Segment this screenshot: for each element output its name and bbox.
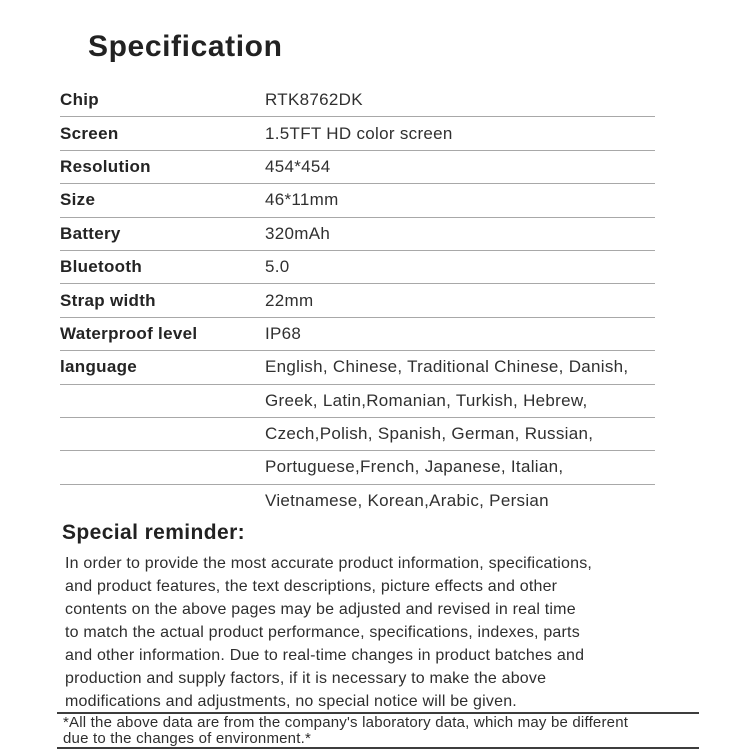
spec-label: Screen [60, 123, 119, 143]
table-row [60, 385, 655, 418]
reminder-heading: Special reminder: [62, 521, 246, 544]
paragraph-line: production and supply factors, if it is necessary to make the above [65, 670, 547, 687]
table-row [60, 117, 655, 150]
table-row [60, 284, 655, 317]
spec-label: Battery [60, 223, 121, 243]
spec-value: Greek, Latin,Romanian, Turkish, Hebrew, [265, 390, 588, 410]
paragraph-line: In order to provide the most accurate product information, specifications, [65, 555, 593, 572]
spec-value: 5.0 [265, 257, 290, 277]
spec-value: Vietnamese, Korean,Arabic, Persian [265, 490, 549, 510]
spec-value: Portuguese,French, Japanese, Italian, [265, 457, 564, 477]
spec-value: Czech,Polish, Spanish, German, Russian, [265, 424, 594, 444]
spec-value: 22mm [265, 290, 314, 310]
footnote [57, 712, 699, 749]
table-row [60, 151, 655, 184]
footnote-line: due to the changes of environment.* [63, 729, 311, 747]
spec-value: 454*454 [265, 156, 331, 176]
spec-table [60, 84, 655, 517]
table-row [60, 184, 655, 217]
paragraph-line: and product features, the text descriptions, picture effects and other [65, 578, 558, 595]
spec-value: 46*11mm [265, 190, 339, 210]
table-row [60, 451, 655, 484]
reminder-paragraph [65, 552, 725, 713]
spec-label: Waterproof level [60, 323, 198, 343]
spec-value: 1.5TFT HD color screen [265, 123, 453, 143]
table-row [60, 251, 655, 284]
paragraph-line: modifications and adjustments, no special notice will be given. [65, 693, 517, 710]
spec-label: Size [60, 190, 96, 210]
paragraph-line: contents on the above pages may be adjusted and revised in real time [65, 601, 576, 618]
paragraph-line: to match the actual product performance, specifications, indexes, parts [65, 624, 580, 641]
table-row [60, 84, 655, 117]
spec-value: RTK8762DK [265, 90, 363, 110]
table-row [60, 318, 655, 351]
table-row [60, 218, 655, 251]
table-row [60, 485, 655, 517]
spec-label: Chip [60, 90, 99, 110]
spec-label: Strap width [60, 290, 156, 310]
spec-value: English, Chinese, Traditional Chinese, Danish, [265, 357, 629, 377]
spec-label: Resolution [60, 156, 151, 176]
table-row [60, 418, 655, 451]
footnote-line: *All the above data are from the company's laboratory data, which may be different [63, 714, 629, 731]
spec-label: Bluetooth [60, 257, 143, 277]
spec-value: 320mAh [265, 223, 331, 243]
spec-value: IP68 [265, 323, 302, 343]
paragraph-line: and other information. Due to real-time changes in product batches and [65, 647, 585, 664]
spec-label: language [60, 357, 138, 377]
table-row [60, 351, 655, 384]
page-title: Specification [88, 30, 283, 63]
